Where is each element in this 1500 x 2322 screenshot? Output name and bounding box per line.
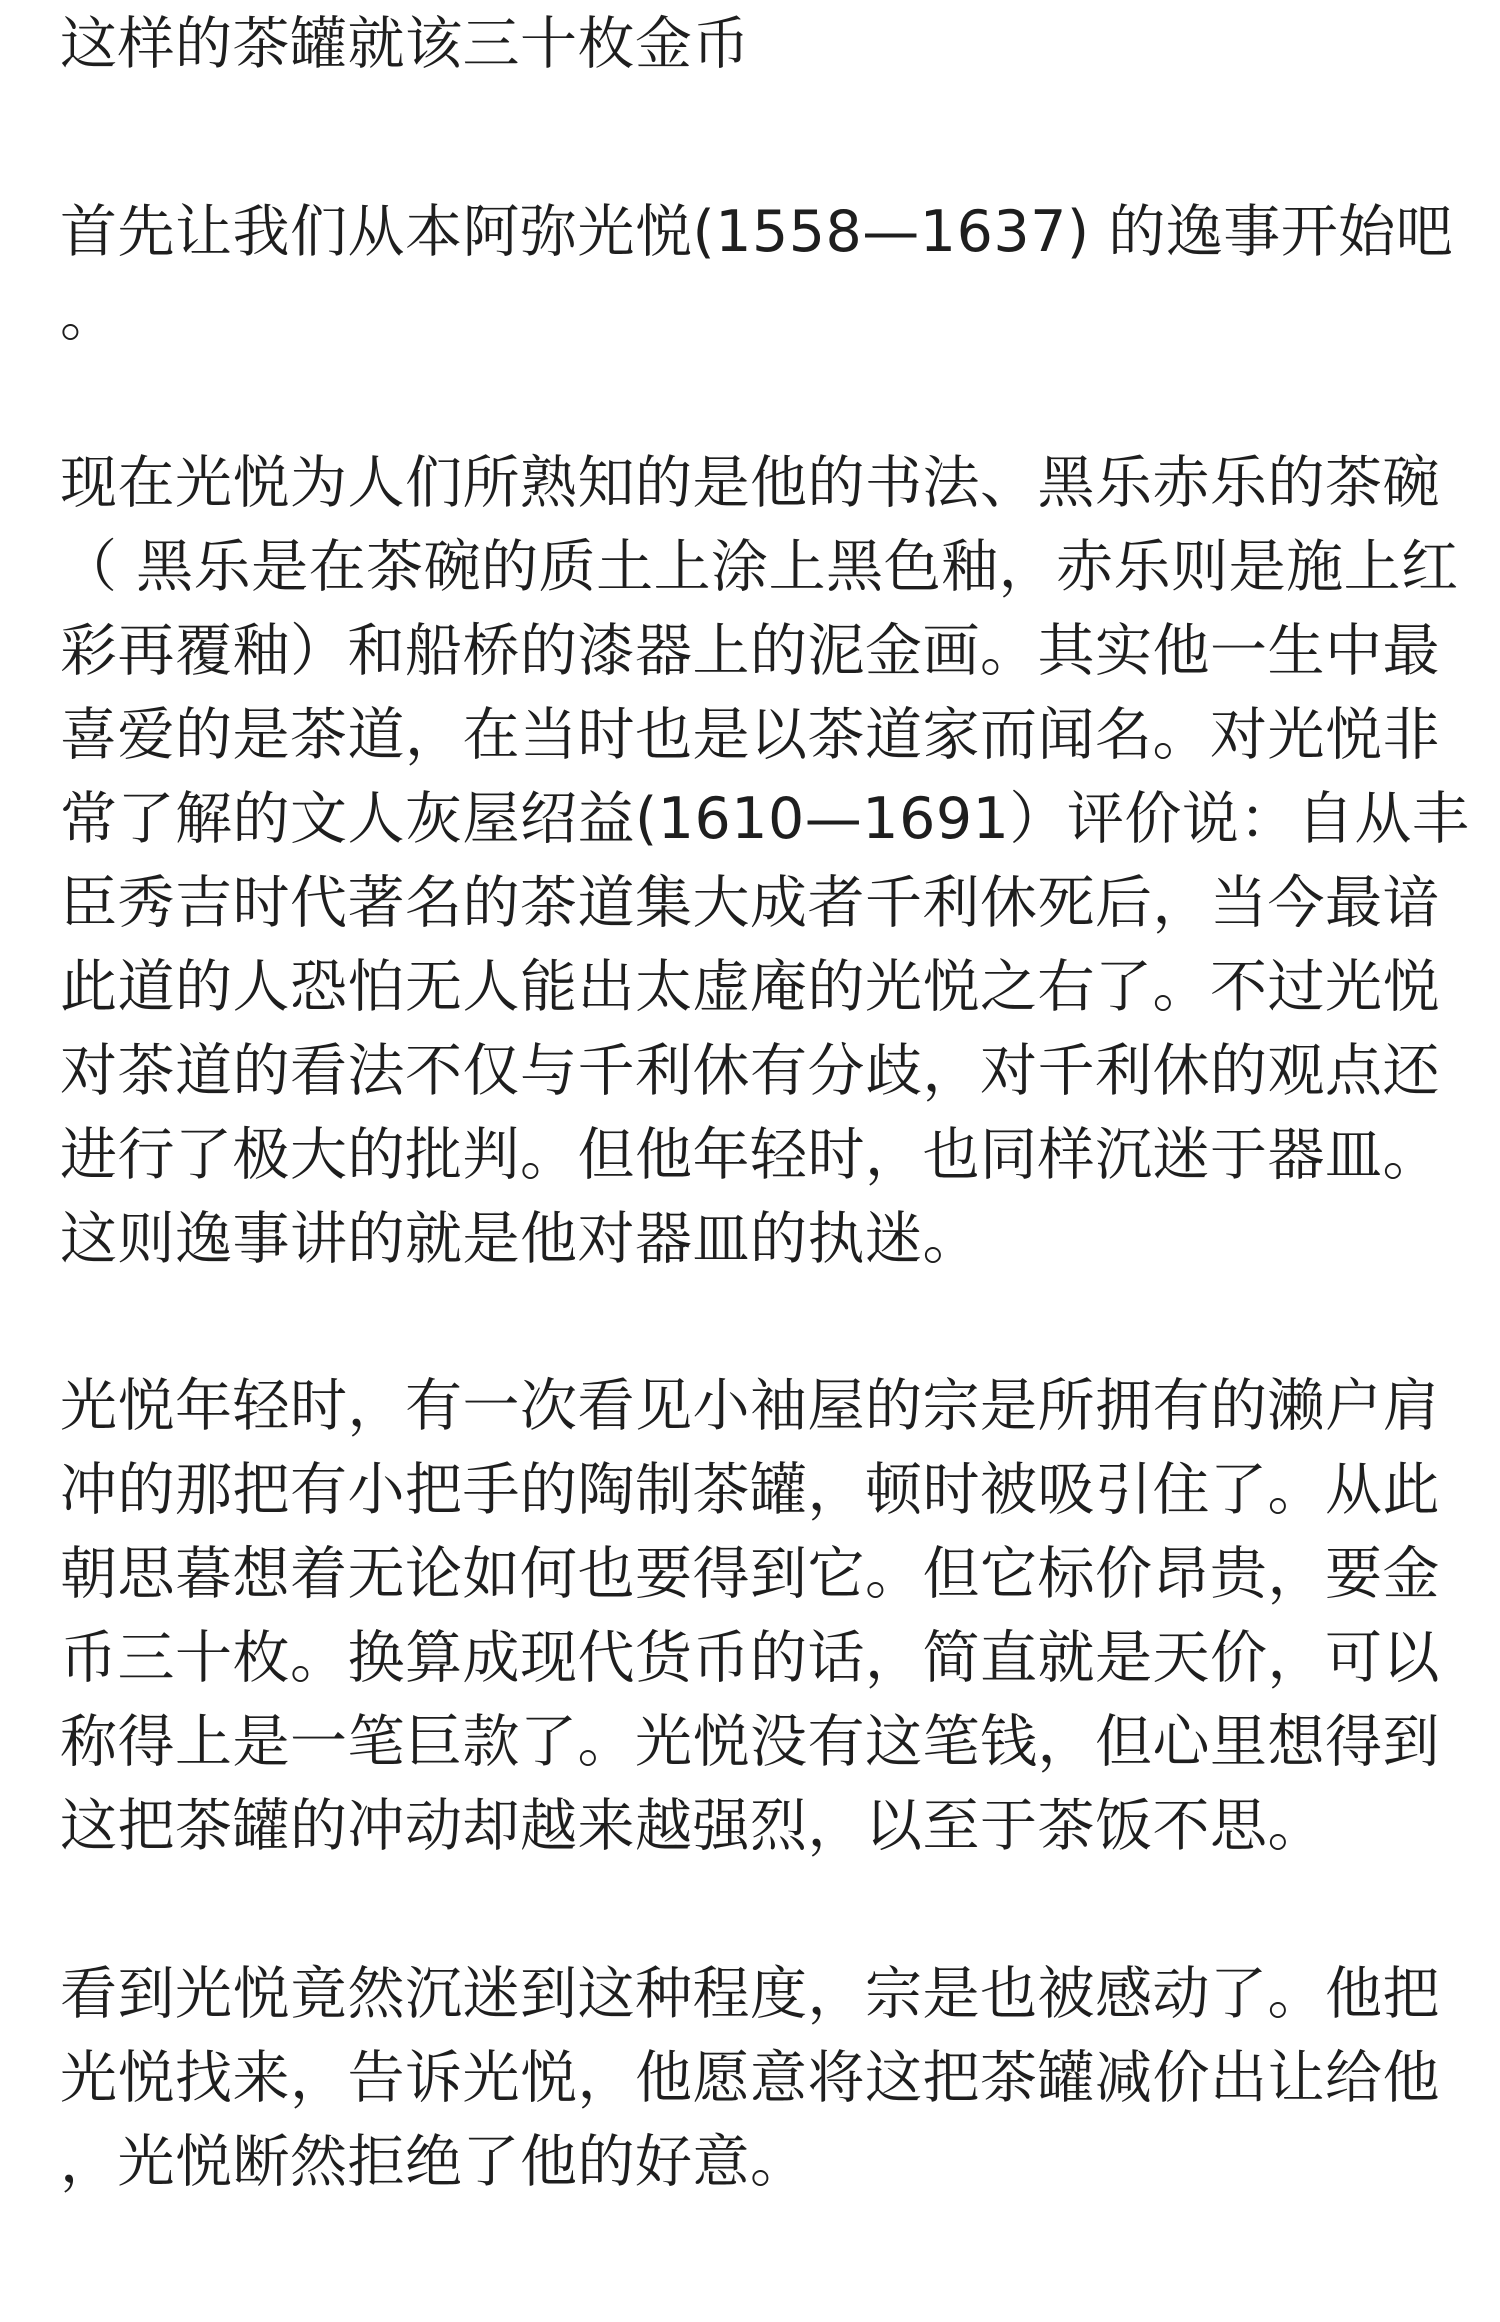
paragraph-3-line-4: 币三十枚。换算成现代货币的话，简直就是天价，可以: [60, 1625, 1440, 1691]
paragraph-1-line-1: 首先让我们从本阿弥光悦(1558—1637) 的逸事开始吧: [60, 199, 1454, 265]
paragraph-3-line-2: 冲的那把有小把手的陶制茶罐，顿时被吸引住了。从此: [60, 1457, 1440, 1523]
paragraph-2-line-6: 臣秀吉时代著名的茶道集大成者千利休死后，当今最谙: [60, 870, 1440, 936]
paragraph-3-line-1: 光悦年轻时，有一次看见小袖屋的宗是所拥有的濑户肩: [60, 1373, 1440, 1439]
paragraph-4-line-1: 看到光悦竟然沉迷到这种程度，宗是也被感动了。他把: [60, 1961, 1440, 2027]
paragraph-2-line-7: 此道的人恐怕无人能出太虚庵的光悦之右了。不过光悦: [60, 954, 1440, 1020]
article-title: 这样的茶罐就该三十枚金币: [60, 11, 750, 77]
paragraph-2-line-2: （ 黑乐是在茶碗的质土上涂上黑色釉，赤乐则是施上红: [60, 534, 1459, 600]
paragraph-2-line-10: 这则逸事讲的就是他对器皿的执迷。: [60, 1206, 980, 1272]
paragraph-3-line-3: 朝思暮想着无论如何也要得到它。但它标价昂贵，要金: [60, 1541, 1440, 1607]
paragraph-2-line-3: 彩再覆釉）和船桥的漆器上的泥金画。其实他一生中最: [60, 618, 1440, 684]
paragraph-2-line-1: 现在光悦为人们所熟知的是他的书法、黑乐赤乐的茶碗: [60, 450, 1440, 516]
paragraph-3-line-5: 称得上是一笔巨款了。光悦没有这笔钱，但心里想得到: [60, 1709, 1440, 1775]
paragraph-1-line-2: 。: [60, 283, 118, 349]
paragraph-3-line-6: 这把茶罐的冲动却越来越强烈，以至于茶饭不思。: [60, 1793, 1325, 1859]
paragraph-2-line-8: 对茶道的看法不仅与千利休有分歧，对千利休的观点还: [60, 1038, 1440, 1104]
paragraph-2-line-5: 常了解的文人灰屋绍益(1610—1691）评价说：自从丰: [60, 786, 1470, 852]
paragraph-4-line-2: 光悦找来，告诉光悦，他愿意将这把茶罐减价出让给他: [60, 2045, 1440, 2111]
paragraph-2-line-4: 喜爱的是茶道，在当时也是以茶道家而闻名。对光悦非: [60, 702, 1440, 768]
paragraph-4-line-3: ，光悦断然拒绝了他的好意。: [60, 2129, 808, 2195]
paragraph-2-line-9: 进行了极大的批判。但他年轻时，也同样沉迷于器皿。: [60, 1122, 1440, 1188]
